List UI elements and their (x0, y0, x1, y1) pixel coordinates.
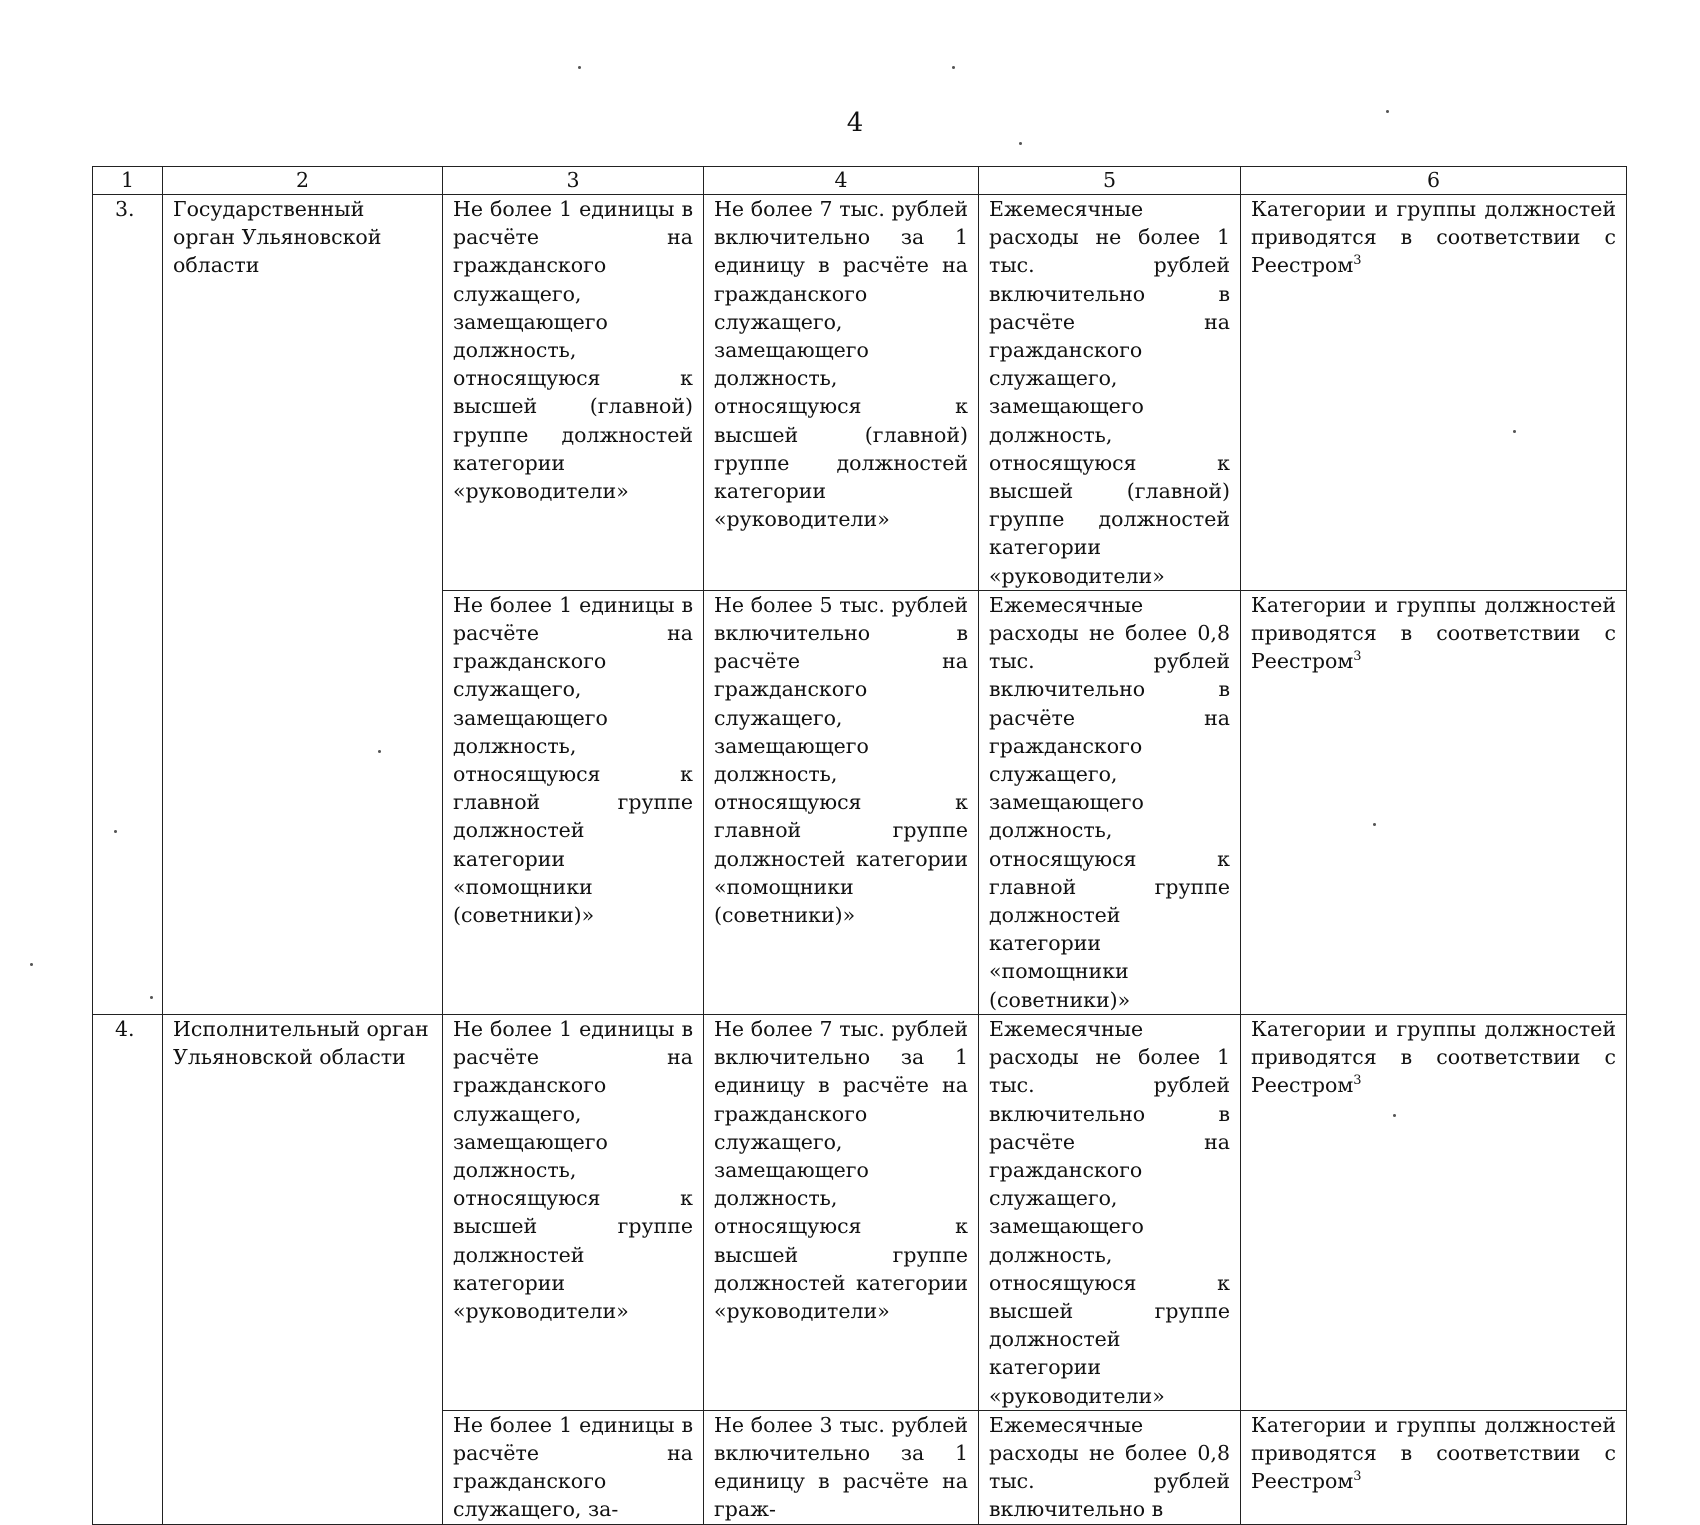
price-norm: Не более 5 тыс. рублей включительно в расчёте на гражданского служащего, замещающего должность, относящуюся к главной группе должностей категории «помощники (советники)» (704, 590, 979, 1014)
organ-name: Исполнительный орган Ульяновской области (163, 1014, 443, 1524)
table-row (93, 1014, 1627, 1410)
monthly-expense: Ежемесячные расходы не более 0,8 тыс. рублей включительно в (979, 1410, 1241, 1524)
note-cell (1241, 1014, 1627, 1410)
price-norm: Не более 7 тыс. рублей включительно за 1 единицу в расчёте на гражданского служащего, замещающего должность, относящуюся к высшей группе должностей категории «руководители» (704, 1014, 979, 1410)
quantity-norm: Не более 1 единицы в расчёте на гражданского служащего, замещающего должность, относящуюся к главной группе должностей категории «помощники (советники)» (443, 590, 704, 1014)
header-cell: 5 (979, 167, 1241, 195)
organ-name: Государственный орган Ульяновской области (163, 195, 443, 1015)
header-cell: 6 (1241, 167, 1627, 195)
note-text: Категории и группы должностей приводятся в соответствии с Реестром (1251, 1412, 1616, 1494)
header-row (93, 167, 1627, 195)
table-row (93, 195, 1627, 591)
limits-table (92, 166, 1627, 1525)
header-cell: 4 (704, 167, 979, 195)
quantity-norm: Не более 1 единицы в расчёте на гражданского служащего, за- (443, 1410, 704, 1524)
quantity-norm: Не более 1 единицы в расчёте на гражданского служащего, замещающего должность, относящуюся к высшей группе должностей категории «руководители» (443, 1014, 704, 1410)
note-cell (1241, 195, 1627, 591)
monthly-expense: Ежемесячные расходы не более 1 тыс. рублей включительно в расчёте на гражданского служащего, замещающего должность, относящуюся к высшей группе должностей категории «руководители» (979, 1014, 1241, 1410)
note-cell (1241, 1410, 1627, 1524)
price-norm: Не более 3 тыс. рублей включительно за 1 единицу в расчёте на граж- (704, 1410, 979, 1524)
header-cell: 1 (93, 167, 163, 195)
scan-speck (30, 963, 33, 966)
header-cell: 3 (443, 167, 704, 195)
monthly-expense: Ежемесячные расходы не более 0,8 тыс. рублей включительно в расчёте на гражданского служащего, замещающего должность, относящуюся к главной группе должностей категории «помощники (советники)» (979, 590, 1241, 1014)
footnote-mark: 3 (1353, 649, 1362, 665)
scan-speck (1019, 142, 1022, 145)
note-text: Категории и группы должностей приводятся в соответствии с Реестром (1251, 1016, 1616, 1098)
footnote-mark: 3 (1353, 1073, 1362, 1089)
scan-speck (1386, 110, 1389, 113)
quantity-norm: Не более 1 единицы в расчёте на гражданского служащего, замещающего должность, относящуюся к высшей (главной) группе должностей категории «руководители» (443, 195, 704, 591)
row-number: 3. (93, 195, 163, 1015)
header-cell: 2 (163, 167, 443, 195)
scan-speck (952, 66, 955, 69)
page-number: 4 (846, 108, 864, 138)
note-text: Категории и группы должностей приводятся в соответствии с Реестром (1251, 197, 1616, 278)
note-cell (1241, 590, 1627, 1014)
footnote-mark: 3 (1353, 1469, 1362, 1485)
price-norm: Не более 7 тыс. рублей включительно за 1 единицу в расчёте на гражданского служащего, замещающего должность, относящуюся к высшей (главной) группе должностей категории «руководители» (704, 195, 979, 591)
row-number: 4. (93, 1014, 163, 1524)
monthly-expense: Ежемесячные расходы не более 1 тыс. рублей включительно в расчёте на гражданского служащего, замещающего должность, относящуюся к высшей (главной) группе должностей категории «руководители» (979, 195, 1241, 591)
note-text: Категории и группы должностей приводятся в соответствии с Реестром (1251, 592, 1616, 674)
footnote-mark: 3 (1353, 253, 1362, 269)
scan-speck (578, 66, 581, 69)
